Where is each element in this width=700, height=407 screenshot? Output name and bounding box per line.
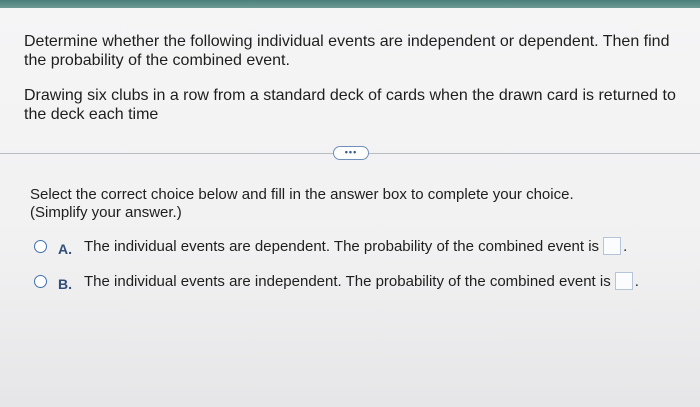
instructions-line-1: Select the correct choice below and fill in the answer box to complete your choice. (30, 186, 574, 203)
top-bar (0, 0, 700, 8)
radio-button-b[interactable] (34, 275, 47, 288)
choice-a-text: The individual events are dependent. The probability of the combined event is (84, 237, 600, 255)
choice-b[interactable] (34, 270, 639, 292)
instructions (30, 186, 670, 222)
expand-more-button[interactable]: ••• (333, 146, 369, 160)
choice-a-period: . (623, 237, 628, 255)
question-scenario: Drawing six clubs in a row from a standard deck of cards when the drawn card is returned to the deck each time (24, 87, 676, 123)
choice-b-text: The individual events are independent. The probability of the combined event is (84, 272, 611, 290)
choice-b-letter: B. (58, 276, 72, 292)
answer-box-a[interactable] (603, 237, 621, 255)
radio-button-a[interactable] (34, 240, 47, 253)
answer-box-b[interactable] (615, 272, 633, 290)
choice-b-period: . (634, 272, 639, 290)
question-prompt: Determine whether the following individual events are independent or dependent. Then find the probability of the combined event. (24, 33, 670, 69)
instructions-line-2: (Simplify your answer.) (30, 204, 182, 221)
choice-a[interactable] (34, 235, 627, 257)
choice-a-letter: A. (58, 241, 72, 257)
question-panel (0, 8, 700, 407)
